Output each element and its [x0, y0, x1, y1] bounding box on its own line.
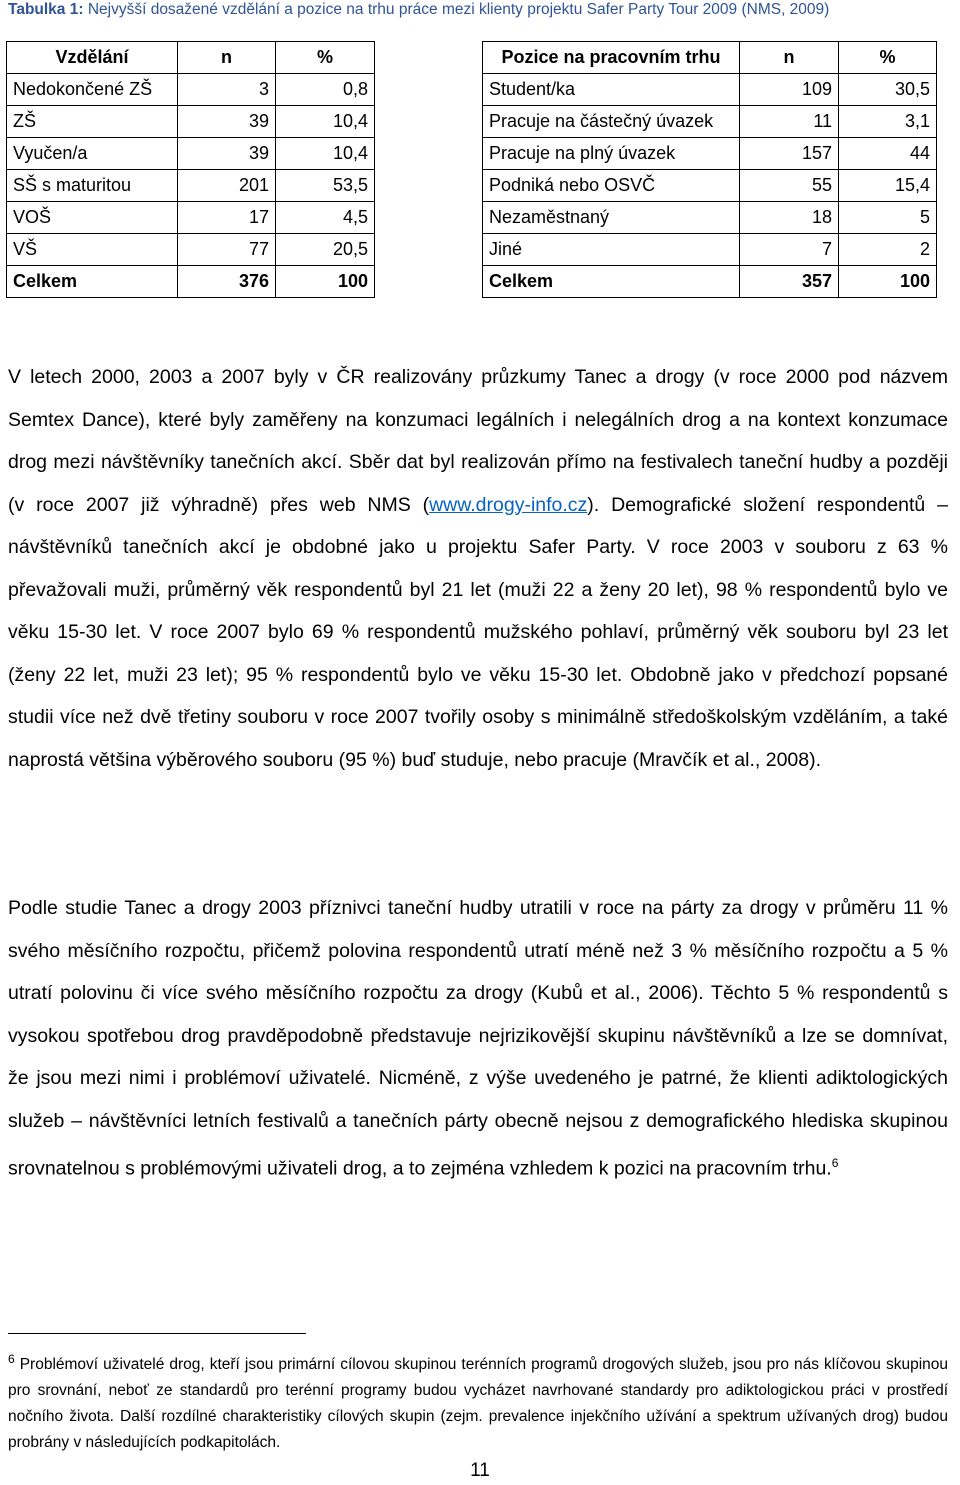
table-cell: 109: [740, 74, 839, 106]
education-table: [6, 41, 375, 298]
table-cell: 4,5: [276, 202, 375, 234]
table-cell: SŠ s maturitou: [7, 170, 178, 202]
paragraph-text: V letech 2000, 2003 a 2007 byly v ČR realizovány průzkumy Tanec a drogy (v roce 2000 pod názvem Semtex Dance), které byly zaměřeny na konzumaci legálních i nelegálních drog a na kontext konzumace drog mezi návštěvníky tanečních akcí. Sběr dat byl realizován přímo na festivalech taneční hudby a později (v roce 2007 již výhradně) přes web NMS (: [8, 366, 948, 516]
table-cell: 11: [740, 106, 839, 138]
table-row: [7, 234, 375, 266]
paragraph-text: ). Demografické složení respondentů – návštěvníků tanečních akcí je obdobné jako u projektu Safer Party. V roce 2003 v souboru z 63 % převažovali muži, průměrný věk respondentů byl 21 let (muži 22 a ženy 20 let), 98 % respondentů bylo ve věku 15-30 let. V roce 2007 bylo 69 % respondentů mužského pohlaví, průměrný věk souboru byl 23 let (ženy 22 let, muži 23 let); 95 % respondentů bylo ve věku 15-30 let. Obdobně jako v předchozí popsané studii více než dvě třetiny souboru v roce 2007 tvořily osoby s minimálně středoškolským vzděláním, a také naprostá většina výběrového souboru (95 %) buď studuje, nebo pracuje (Mravčík et al., 2008).: [8, 493, 948, 771]
table-cell: 18: [740, 202, 839, 234]
table-cell: Podniká nebo OSVČ: [483, 170, 740, 202]
caption-text: Nejvyšší dosažené vzdělání a pozice na trhu práce mezi klienty projektu Safer Party Tour 2009 (NMS, 2009): [83, 1, 830, 18]
table-cell: 100: [839, 266, 937, 298]
table-cell: VOŠ: [7, 202, 178, 234]
caption-label: Tabulka 1:: [8, 1, 84, 18]
table-cell: 10,4: [276, 106, 375, 138]
table-cell: Nezaměstnaný: [483, 202, 740, 234]
table-cell: 77: [178, 234, 276, 266]
table-cell: 5: [839, 202, 937, 234]
table-cell: ZŠ: [7, 106, 178, 138]
table-row: [483, 202, 937, 234]
footnote-divider: [8, 1333, 306, 1334]
table-row: [483, 234, 937, 266]
table-cell: 357: [740, 266, 839, 298]
table-cell: 44: [839, 138, 937, 170]
table-cell: 20,5: [276, 234, 375, 266]
footnote-reference[interactable]: 6: [831, 1156, 839, 1170]
table-cell: Jiné: [483, 234, 740, 266]
body-paragraph: [8, 356, 948, 781]
table-cell: 201: [178, 170, 276, 202]
nms-web-link[interactable]: www.drogy-info.cz: [429, 493, 588, 516]
table-cell: 2: [839, 234, 937, 266]
table-cell: Pracuje na plný úvazek: [483, 138, 740, 170]
table-cell: 39: [178, 138, 276, 170]
table-header-row: [483, 42, 937, 74]
table-row: [7, 170, 375, 202]
table-row: [483, 138, 937, 170]
table-cell: 376: [178, 266, 276, 298]
table-row: [7, 106, 375, 138]
table-cell: 39: [178, 106, 276, 138]
table-cell: Pracuje na částečný úvazek: [483, 106, 740, 138]
table-total-row: [7, 266, 375, 298]
table-cell: 3: [178, 74, 276, 106]
paragraph-text: Podle studie Tanec a drogy 2003 příznivci taneční hudby utratili v roce na párty za drogy v průměru 11 % svého měsíčního rozpočtu, přičemž polovina respondentů utratí méně než 3 % měsíčního rozpočtu a 5 % utratí polovinu či více svého měsíčního rozpočtu za drogy (Kubů et al., 2006). Těchto 5 % respondentů s vysokou spotřebou drog pravděpodobně představuje nejrizikovější skupinu návštěvníků a lze se domnívat, že jsou mezi nimi i problémoví uživatelé. Nicméně, z výše uvedeného je patrné, že klienti adiktologických služeb – návštěvníci letních festivalů a tanečních párty obecně nejsou z demografického hlediska skupinou srovnatelnou s problémovými uživateli drog, a to zejména vzhledem k pozici na pracovním trhu.: [8, 897, 948, 1180]
table-cell: 53,5: [276, 170, 375, 202]
table-header-row: [7, 42, 375, 74]
table-cell: 17: [178, 202, 276, 234]
table-row: [7, 138, 375, 170]
column-header: n: [740, 42, 839, 74]
table-cell: Celkem: [483, 266, 740, 298]
table-row: [483, 170, 937, 202]
table-cell: 157: [740, 138, 839, 170]
table-caption: [8, 0, 829, 20]
table-cell: Vyučen/a: [7, 138, 178, 170]
table-row: [483, 74, 937, 106]
column-header: %: [839, 42, 937, 74]
table-cell: 30,5: [839, 74, 937, 106]
column-header: Vzdělání: [7, 42, 178, 74]
table-cell: 55: [740, 170, 839, 202]
body-paragraph: [8, 887, 948, 1190]
column-header: Pozice na pracovním trhu: [483, 42, 740, 74]
table-cell: VŠ: [7, 234, 178, 266]
footnote: [8, 1346, 948, 1456]
table-cell: Celkem: [7, 266, 178, 298]
footnote-text: Problémoví uživatelé drog, kteří jsou primární cílovou skupinou terénních programů drogových služeb, jsou pro nás klíčovou skupinou pro srovnání, neboť ze standardů pro terénní programy budou vycházet navrhované standardy pro adiktologickou práci v prostředí nočního života. Další rozdílné charakteristiky cílových skupin (zejm. prevalence injekčního užívání a spektrum užívaných drog) budou probrány v následujících podkapitolách.: [8, 1356, 948, 1452]
table-cell: Student/ka: [483, 74, 740, 106]
table-row: [7, 202, 375, 234]
table-cell: 7: [740, 234, 839, 266]
table-cell: 100: [276, 266, 375, 298]
footnote-number: 6: [8, 1352, 15, 1366]
table-cell: Nedokončené ZŠ: [7, 74, 178, 106]
column-header: n: [178, 42, 276, 74]
table-row: [483, 106, 937, 138]
table-total-row: [483, 266, 937, 298]
table-cell: 0,8: [276, 74, 375, 106]
job-position-table: [482, 41, 937, 298]
page-number: 11: [470, 1460, 490, 1481]
table-row: [7, 74, 375, 106]
column-header: %: [276, 42, 375, 74]
table-cell: 3,1: [839, 106, 937, 138]
table-cell: 10,4: [276, 138, 375, 170]
table-cell: 15,4: [839, 170, 937, 202]
